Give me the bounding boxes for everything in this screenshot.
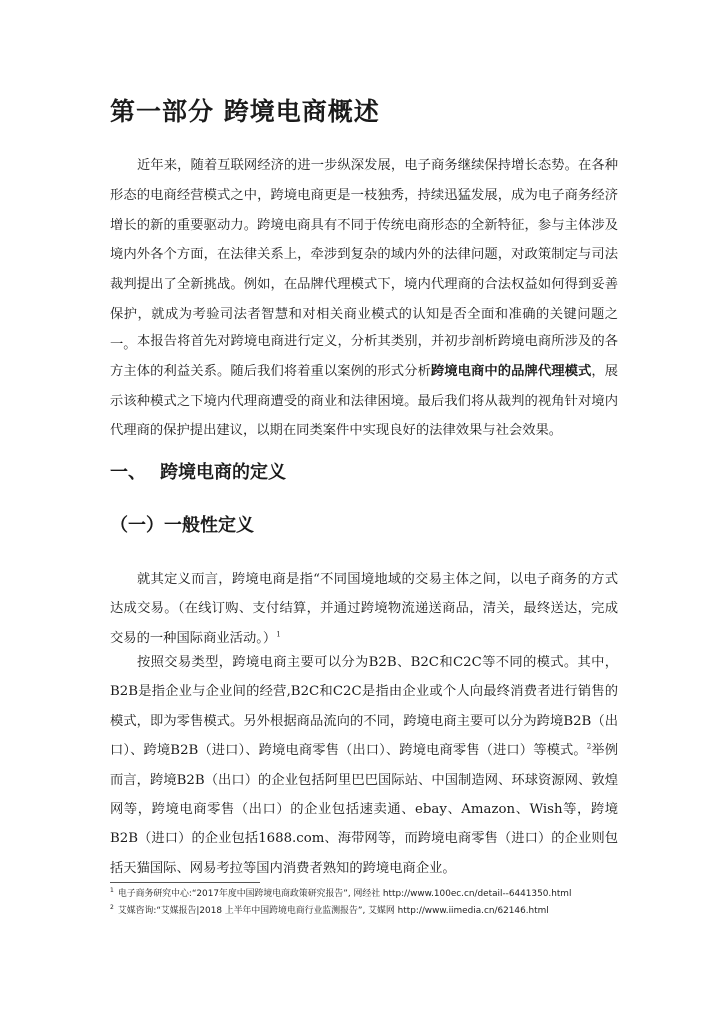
footnote-reference-2[interactable]: 2 [586,742,592,751]
footnote-1-text[interactable]: 电子商务研究中心:“2017年度中国跨境电商政策研究报告”, 网经社 http://www.100ec.cn/detail--6441350.html [117,889,572,899]
footnote-1 [110,888,618,901]
footnote-reference-1[interactable]: 1 [276,630,281,639]
intro-paragraph-2-text-start: 本报告将首先对跨境电商进行定义，分析其类别，并初步剖析跨境电商所涉及的各方主体的利益关系。随后我们将着重以案例的形式分析 [110,334,618,379]
definition-paragraph-1 [110,565,618,653]
subsection-number: （一） [110,515,164,536]
section-heading-definition [110,458,286,484]
section-number: 一、 [110,462,146,483]
intro-paragraph-2-bold-phrase: 跨境电商中的品牌代理模式 [430,363,592,379]
section-title: 跨境电商的定义 [160,462,286,483]
intro-paragraph-2-text-end: ，展示该种模式之下境内代理商遭受的商业和法律困境。最后我们将从裁判的视角针对境内代理商的保护提出建议，以期在同类案件中实现良好的法律效果与社会效果。 [110,363,619,439]
footnote-2 [110,905,618,918]
footnote-2-number: 2 [110,904,114,912]
footnote-2-text[interactable]: 艾媒咨询:“艾媒报告|2018 上半年中国跨境电商行业监测报告”, 艾媒网 http://www.iimedia.cn/62146.html [117,906,549,916]
definition-paragraph-2-text-start: 按照交易类型，跨境电商主要可以分为B2B、B2C和C2C等不同的模式。其中，B2B是指企业与企业间的经营,B2C和C2C是指由企业或个人向最终消费者进行销售的模式，即为零售模式。另外根据商品流向的不同，跨境电商主要可以分为跨境B2B（出口）、跨境B2B（进口）、跨境电商零售（出口）、跨境电商零售（进口）等模式。 [110,655,618,759]
footnotes [110,888,618,922]
footnote-divider [110,882,260,883]
intro-paragraph-2 [110,327,618,446]
intro-paragraph-1: 近年来，随着互联网经济的进一步纵深发展，电子商务继续保持增长态势。在各种形态的电商经营模式之中，跨境电商更是一枝独秀，持续迅猛发展，成为电子商务经济增长的新的重要驱动力。跨境电商具有不同于传统电商形态的全新特征，参与主体涉及境内外各个方面，在法律关系上，牵涉到复杂的域内外的法律问题，对政策制定与司法裁判提出了全新挑战。例如，在品牌代理模式下，境内代理商的合法权益如何得到妥善保护，就成为考验司法者智慧和对相关商业模式的认知是否全面和准确的关键问题之一。 [110,158,618,352]
definition-paragraph-1-text: 就其定义而言，跨境电商是指“不同国境地域的交易主体之间，以电子商务的方式达成交易。（在线订购、支付结算，并通过跨境物流递送商品，清关，最终送达，完成交易的一种国际商业活动。） [110,572,618,646]
definition-paragraph-2-text-end: 举例而言，跨境B2B（出口）的企业包括阿里巴巴国际站、中国制造网、环球资源网、敦煌网等，跨境电商零售（出口）的企业包括速卖通、ebay、Amazon、Wish等，跨境B2B（进口）的企业包括1688.com、海带网等，而跨境电商零售（进口）的企业则包括天猫国际、网易考拉等国内消费者熟知的跨境电商企业。 [110,743,618,876]
footnote-1-number: 1 [110,887,114,895]
subsection-heading-general-definition [110,511,254,537]
chapter-title: 第一部分 跨境电商概述 [110,97,380,126]
subsection-title: 一般性定义 [164,515,254,536]
definition-paragraph-2 [110,648,618,883]
